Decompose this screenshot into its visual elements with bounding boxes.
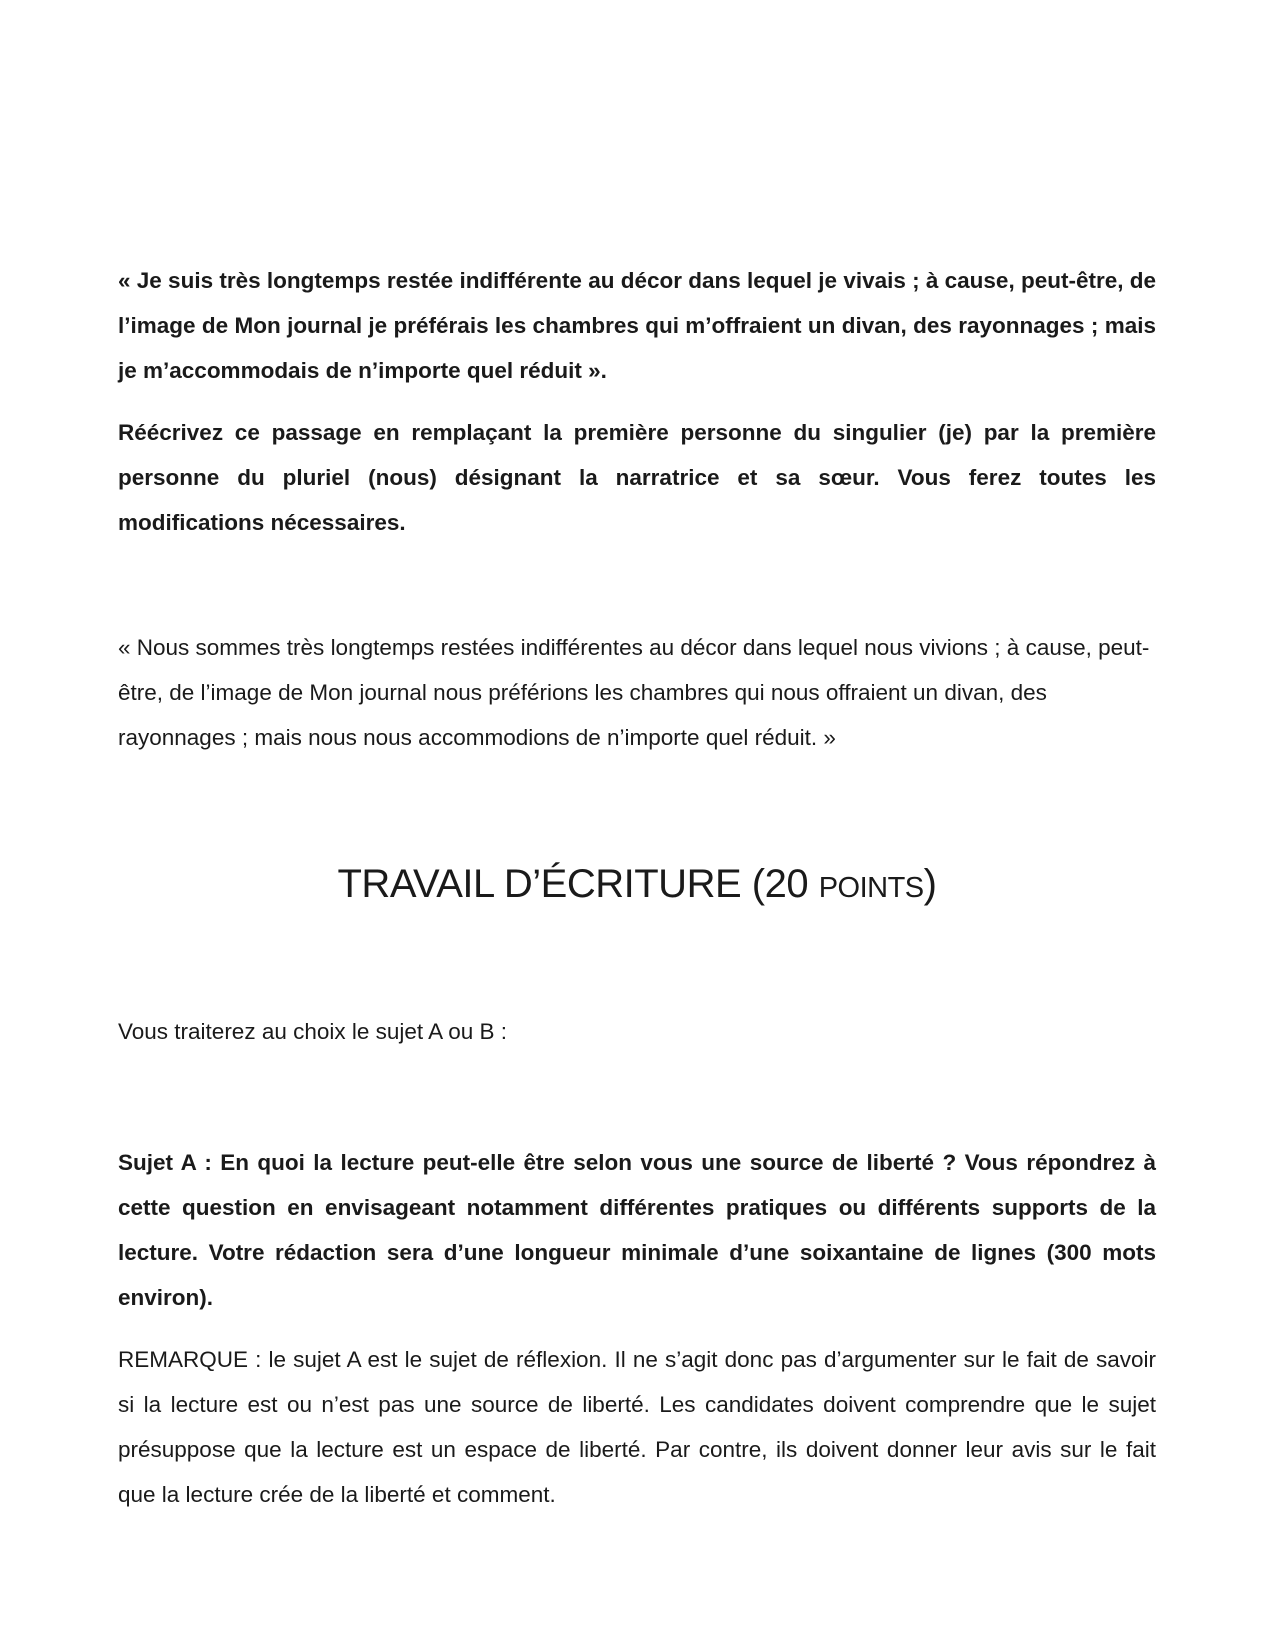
choice-instruction: Vous traiterez au choix le sujet A ou B : — [118, 1019, 507, 1044]
section-title-close: ) — [923, 862, 937, 906]
section-title-points: POINTS — [818, 872, 924, 904]
document-page — [118, 258, 1156, 1517]
rewritten-answer: « Nous sommes très longtemps restées indifférentes au décor dans lequel nous vivions ; à cause, peut-être, de l’image de Mon journal nous préférions les chambres qui nous offraient un divan, des rayonnages ; mais nous nous accommodions de n’importe quel réduit. » — [118, 635, 1150, 750]
subject-a: Sujet A : En quoi la lecture peut-elle être selon vous une source de liberté ? Vous répondrez à cette question en envisageant notamment différentes pratiques ou différents supports de la lecture. Votre rédaction sera d’une longueur minimale d’une soixantaine de lignes (300 mots environ). — [118, 1150, 1156, 1310]
quote-paragraph: « Je suis très longtemps restée indifférente au décor dans lequel je vivais ; à cause, peut-être, de l’image de Mon journal je préférais les chambres qui m’offraient un divan, des rayonnages ; mais je m’accommodais de n’importe quel réduit ». — [118, 268, 1156, 383]
remark-paragraph: REMARQUE : le sujet A est le sujet de réflexion. Il ne s’agit donc pas d’argumenter sur le fait de savoir si la lecture est ou n’est pas une source de liberté. Les candidates doivent comprendre que le sujet présuppose que la lecture est un espace de liberté. Par contre, ils doivent donner leur avis sur le fait que la lecture crée de la liberté et comment. — [118, 1347, 1156, 1507]
section-title — [118, 856, 1156, 916]
rewrite-instruction: Réécrivez ce passage en remplaçant la première personne du singulier (je) par la première personne du pluriel (nous) désignant la narratrice et sa sœur. Vous ferez toutes les modifications nécessaires. — [118, 420, 1156, 535]
section-title-main: TRAVAIL D’ÉCRITURE (20 — [337, 862, 819, 906]
